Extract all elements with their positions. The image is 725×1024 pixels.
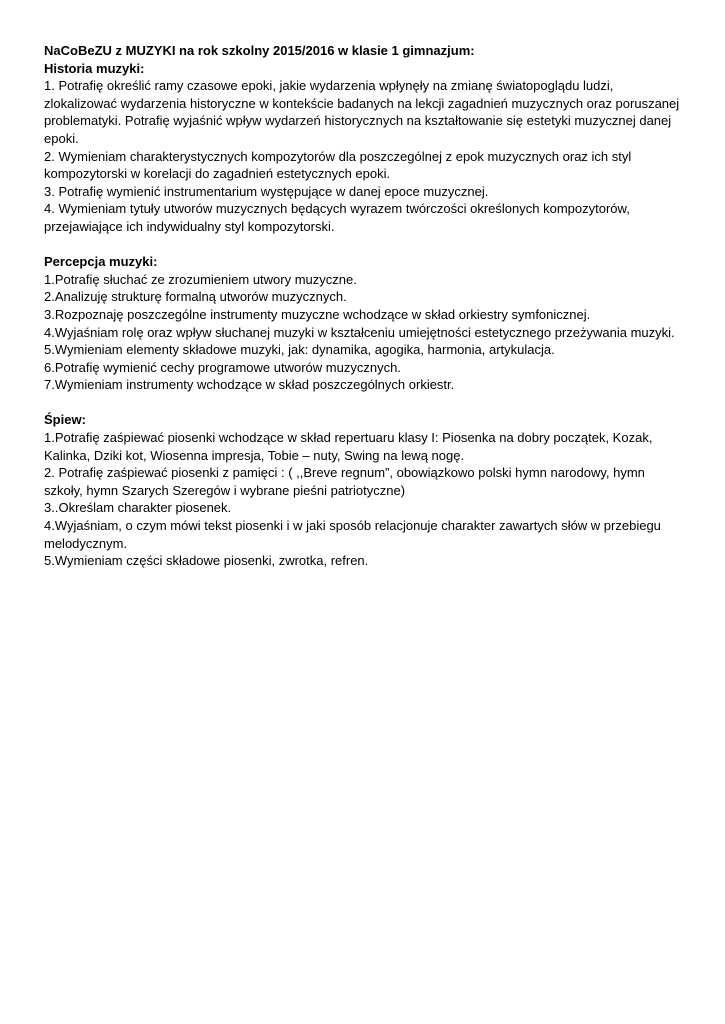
list-item: 4.Wyjaśniam, o czym mówi tekst piosenki i w jaki sposób relacjonuje charakter zawartych słów w przebiegu melodycznym. xyxy=(44,518,661,551)
section-heading: Śpiew: xyxy=(44,412,86,428)
list-item: 5.Wymieniam części składowe piosenki, zwrotka, refren. xyxy=(44,553,369,569)
section-heading: Historia muzyki: xyxy=(44,60,145,76)
list-item: 1.Potrafię słuchać ze zrozumieniem utwory muzyczne. xyxy=(44,271,357,287)
list-item: 3..Określam charakter piosenek. xyxy=(44,500,232,516)
list-item: 5.Wymieniam elementy składowe muzyki, jak: dynamika, agogika, harmonia, artykulacja. xyxy=(44,342,555,358)
document-page xyxy=(44,42,684,570)
list-item: 4. Wymieniam tytuły utworów muzycznych będących wyrazem twórczości określonych kompozytorów, przejawiające ich indywidualny styl kompozytorski. xyxy=(44,201,630,234)
list-item: 2. Potrafię zaśpiewać piosenki z pamięci : ( ,,Breve regnum”, obowiązkowo polski hymn narodowy, hymn szkoły, hymn Szarych Szeregów i wybrane pieśni patriotyczne) xyxy=(44,465,645,498)
list-item: 3. Potrafię wymienić instrumentarium występujące w danej epoce muzycznej. xyxy=(44,183,489,199)
section-percepcja-muzyki xyxy=(44,253,684,394)
list-item: 2. Wymieniam charakterystycznych kompozytorów dla poszczególnej z epok muzycznych oraz ich styl kompozytorski w korelacji do zagadnień estetycznych epoki. xyxy=(44,148,632,182)
list-item: 6.Potrafię wymienić cechy programowe utworów muzycznych. xyxy=(44,359,401,375)
list-item: 2.Analizuję strukturę formalną utworów muzycznych. xyxy=(44,289,347,305)
section-heading: Percepcja muzyki: xyxy=(44,254,158,270)
list-item: 1.Potrafię zaśpiewać piosenki wchodzące w skład repertuaru klasy I: Piosenka na dobry początek, Kozak, Kalinka, Dziki kot, Wiosenna impresja, Tobie – nuty, Swing na lewą nogę. xyxy=(44,430,653,463)
section-spacer xyxy=(44,394,684,412)
section-historia-muzyki xyxy=(44,60,684,236)
section-spacer xyxy=(44,236,684,254)
list-item: 3.Rozpoznaję poszczególne instrumenty muzyczne wchodzące w skład orkiestry symfonicznej. xyxy=(44,306,591,322)
list-item: 4.Wyjaśniam rolę oraz wpływ słuchanej muzyki w kształceniu umiejętności estetycznego przeżywania muzyki. xyxy=(44,324,675,340)
list-item: 7.Wymieniam instrumenty wchodzące w skład poszczególnych orkiestr. xyxy=(44,377,455,393)
section-spiew xyxy=(44,411,684,569)
document-title: NaCoBeZU z MUZYKI na rok szkolny 2015/2016 w klasie 1 gimnazjum: xyxy=(44,43,475,58)
list-item: 1. Potrafię określić ramy czasowe epoki, jakie wydarzenia wpłynęły na zmianę światopoglądu ludzi, zlokalizować wydarzenia historyczne w kontekście badanych na lekcji zagadnień muzycznych oraz poruszanej problematyki. Potrafię wyjaśnić wpływ wydarzeń historycznych na kształtowanie się estetyki muzycznej danej epoki. xyxy=(44,78,680,146)
